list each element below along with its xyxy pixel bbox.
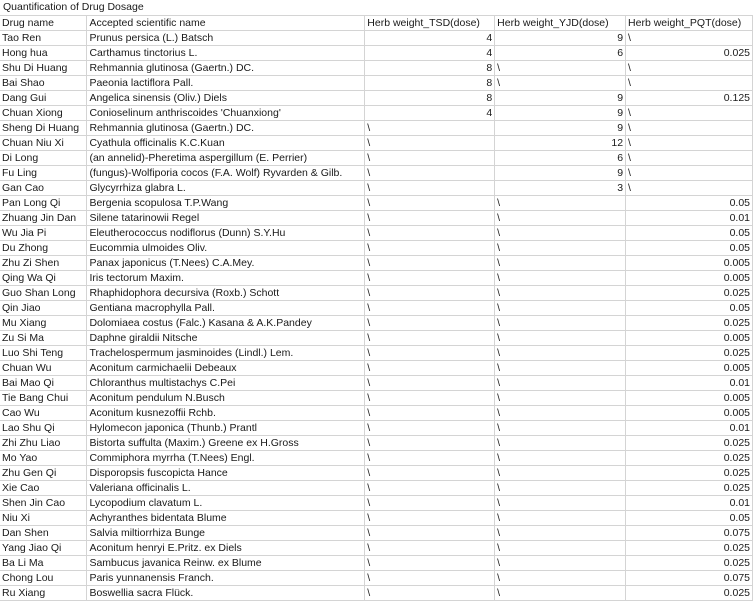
header-yjd-dose[interactable]: Herb weight_YJD(dose): [495, 16, 626, 31]
table-row: [0, 451, 753, 466]
drug-name-cell[interactable]: Chuan Niu Xi: [0, 136, 87, 151]
table-row: [0, 31, 753, 46]
scientific-name-cell[interactable]: Valeriana officinalis L.: [87, 481, 365, 496]
tsd-dose-cell[interactable]: \: [365, 181, 495, 196]
yjd-dose-cell[interactable]: \: [495, 256, 626, 271]
scientific-name-cell[interactable]: Aconitum carmichaelii Debeaux: [87, 361, 365, 376]
yjd-dose-cell[interactable]: \: [495, 241, 626, 256]
yjd-dose-cell[interactable]: \: [495, 571, 626, 586]
yjd-dose-cell[interactable]: \: [495, 301, 626, 316]
drug-name-cell[interactable]: Xie Cao: [0, 481, 87, 496]
scientific-name-cell[interactable]: Bergenia scopulosa T.P.Wang: [87, 196, 365, 211]
pqt-dose-cell[interactable]: 0.01: [626, 421, 753, 436]
pqt-dose-cell[interactable]: 0.025: [626, 556, 753, 571]
header-drug-name[interactable]: Drug name: [0, 16, 87, 31]
drug-name-cell[interactable]: Shen Jin Cao: [0, 496, 87, 511]
tsd-dose-cell[interactable]: \: [365, 166, 495, 181]
scientific-name-cell[interactable]: Daphne giraldii Nitsche: [87, 331, 365, 346]
scientific-name-cell[interactable]: Commiphora myrrha (T.Nees) Engl.: [87, 451, 365, 466]
drug-name-cell[interactable]: Cao Wu: [0, 406, 87, 421]
pqt-dose-cell[interactable]: 0.075: [626, 526, 753, 541]
table-body: [0, 16, 753, 601]
scientific-name-cell[interactable]: Disporopsis fuscopicta Hance: [87, 466, 365, 481]
drug-name-cell[interactable]: Di Long: [0, 151, 87, 166]
tsd-dose-cell[interactable]: \: [365, 121, 495, 136]
pqt-dose-cell[interactable]: 0.005: [626, 271, 753, 286]
table-row: [0, 271, 753, 286]
scientific-name-cell[interactable]: Rehmannia glutinosa (Gaertn.) DC.: [87, 121, 365, 136]
table-row: [0, 301, 753, 316]
tsd-dose-cell[interactable]: \: [365, 331, 495, 346]
pqt-dose-cell[interactable]: 0.05: [626, 511, 753, 526]
pqt-dose-cell[interactable]: 0.005: [626, 391, 753, 406]
yjd-dose-cell[interactable]: \: [495, 346, 626, 361]
tsd-dose-cell[interactable]: \: [365, 571, 495, 586]
drug-name-cell[interactable]: Chuan Xiong: [0, 106, 87, 121]
table-row: [0, 196, 753, 211]
scientific-name-cell[interactable]: Silene tatarinowii Regel: [87, 211, 365, 226]
pqt-dose-cell[interactable]: 0.025: [626, 481, 753, 496]
scientific-name-cell[interactable]: (fungus)-Wolfiporia cocos (F.A. Wolf) Ryvarden & Gilb.: [87, 166, 365, 181]
tsd-dose-cell[interactable]: \: [365, 391, 495, 406]
scientific-name-cell[interactable]: Paeonia lactiflora Pall.: [87, 76, 365, 91]
yjd-dose-cell[interactable]: \: [495, 421, 626, 436]
table-row: [0, 511, 753, 526]
tsd-dose-cell[interactable]: 8: [365, 61, 495, 76]
table-row: [0, 241, 753, 256]
table-row: [0, 421, 753, 436]
drug-name-cell[interactable]: Fu Ling: [0, 166, 87, 181]
yjd-dose-cell[interactable]: 12: [495, 136, 626, 151]
pqt-dose-cell[interactable]: \: [626, 31, 753, 46]
table-row: [0, 136, 753, 151]
tsd-dose-cell[interactable]: \: [365, 481, 495, 496]
table-row: [0, 541, 753, 556]
yjd-dose-cell[interactable]: \: [495, 496, 626, 511]
tsd-dose-cell[interactable]: 4: [365, 106, 495, 121]
pqt-dose-cell[interactable]: 0.025: [626, 451, 753, 466]
tsd-dose-cell[interactable]: 8: [365, 91, 495, 106]
header-row: [0, 16, 753, 31]
table-row: [0, 481, 753, 496]
drug-name-cell[interactable]: Zhu Zi Shen: [0, 256, 87, 271]
pqt-dose-cell[interactable]: 0.01: [626, 211, 753, 226]
yjd-dose-cell[interactable]: \: [495, 376, 626, 391]
scientific-name-cell[interactable]: Trachelospermum jasminoides (Lindl.) Lem.: [87, 346, 365, 361]
yjd-dose-cell[interactable]: \: [495, 436, 626, 451]
scientific-name-cell[interactable]: Gentiana macrophylla Pall.: [87, 301, 365, 316]
pqt-dose-cell[interactable]: 0.025: [626, 586, 753, 601]
pqt-dose-cell[interactable]: 0.05: [626, 196, 753, 211]
table-row: [0, 121, 753, 136]
scientific-name-cell[interactable]: Eucommia ulmoides Oliv.: [87, 241, 365, 256]
pqt-dose-cell[interactable]: \: [626, 61, 753, 76]
scientific-name-cell[interactable]: Chloranthus multistachys C.Pei: [87, 376, 365, 391]
tsd-dose-cell[interactable]: \: [365, 511, 495, 526]
yjd-dose-cell[interactable]: 6: [495, 46, 626, 61]
scientific-name-cell[interactable]: Rehmannia glutinosa (Gaertn.) DC.: [87, 61, 365, 76]
tsd-dose-cell[interactable]: \: [365, 556, 495, 571]
pqt-dose-cell[interactable]: \: [626, 166, 753, 181]
table-row: [0, 436, 753, 451]
drug-name-cell[interactable]: Zhi Zhu Liao: [0, 436, 87, 451]
pqt-dose-cell[interactable]: 0.005: [626, 331, 753, 346]
pqt-dose-cell[interactable]: 0.005: [626, 256, 753, 271]
scientific-name-cell[interactable]: Aconitum pendulum N.Busch: [87, 391, 365, 406]
tsd-dose-cell[interactable]: \: [365, 541, 495, 556]
drug-name-cell[interactable]: Du Zhong: [0, 241, 87, 256]
tsd-dose-cell[interactable]: \: [365, 316, 495, 331]
drug-name-cell[interactable]: Shu Di Huang: [0, 61, 87, 76]
scientific-name-cell[interactable]: Iris tectorum Maxim.: [87, 271, 365, 286]
tsd-dose-cell[interactable]: \: [365, 196, 495, 211]
yjd-dose-cell[interactable]: \: [495, 331, 626, 346]
pqt-dose-cell[interactable]: \: [626, 136, 753, 151]
tsd-dose-cell[interactable]: \: [365, 361, 495, 376]
tsd-dose-cell[interactable]: \: [365, 466, 495, 481]
tsd-dose-cell[interactable]: \: [365, 271, 495, 286]
scientific-name-cell[interactable]: Paris yunnanensis Franch.: [87, 571, 365, 586]
drug-name-cell[interactable]: Dan Shen: [0, 526, 87, 541]
drug-name-cell[interactable]: Bai Mao Qi: [0, 376, 87, 391]
drug-name-cell[interactable]: Yang Jiao Qi: [0, 541, 87, 556]
pqt-dose-cell[interactable]: 0.075: [626, 571, 753, 586]
table-row: [0, 286, 753, 301]
yjd-dose-cell[interactable]: \: [495, 316, 626, 331]
table-row: [0, 331, 753, 346]
table-row: [0, 106, 753, 121]
pqt-dose-cell[interactable]: 0.025: [626, 436, 753, 451]
yjd-dose-cell[interactable]: \: [495, 526, 626, 541]
pqt-dose-cell[interactable]: 0.025: [626, 316, 753, 331]
scientific-name-cell[interactable]: Boswellia sacra Flück.: [87, 586, 365, 601]
tsd-dose-cell[interactable]: \: [365, 151, 495, 166]
yjd-dose-cell[interactable]: \: [495, 466, 626, 481]
pqt-dose-cell[interactable]: \: [626, 106, 753, 121]
table-row: [0, 61, 753, 76]
drug-name-cell[interactable]: Tie Bang Chui: [0, 391, 87, 406]
pqt-dose-cell[interactable]: 0.025: [626, 46, 753, 61]
table-row: [0, 166, 753, 181]
scientific-name-cell[interactable]: Conioselinum anthriscoides 'Chuanxiong': [87, 106, 365, 121]
table-row: [0, 526, 753, 541]
tsd-dose-cell[interactable]: \: [365, 301, 495, 316]
scientific-name-cell[interactable]: Panax japonicus (T.Nees) C.A.Mey.: [87, 256, 365, 271]
drug-name-cell[interactable]: Gan Cao: [0, 181, 87, 196]
drug-name-cell[interactable]: Mo Yao: [0, 451, 87, 466]
yjd-dose-cell[interactable]: \: [495, 76, 626, 91]
table-row: [0, 361, 753, 376]
drug-name-cell[interactable]: Hong hua: [0, 46, 87, 61]
yjd-dose-cell[interactable]: 9: [495, 121, 626, 136]
yjd-dose-cell[interactable]: 9: [495, 106, 626, 121]
header-tsd-dose[interactable]: Herb weight_TSD(dose): [365, 16, 495, 31]
pqt-dose-cell[interactable]: 0.01: [626, 496, 753, 511]
drug-name-cell[interactable]: Qin Jiao: [0, 301, 87, 316]
tsd-dose-cell[interactable]: \: [365, 241, 495, 256]
pqt-dose-cell[interactable]: 0.005: [626, 406, 753, 421]
table-row: [0, 376, 753, 391]
scientific-name-cell[interactable]: Lycopodium clavatum L.: [87, 496, 365, 511]
tsd-dose-cell[interactable]: \: [365, 496, 495, 511]
scientific-name-cell[interactable]: Dolomiaea costus (Falc.) Kasana & A.K.Pandey: [87, 316, 365, 331]
yjd-dose-cell[interactable]: \: [495, 451, 626, 466]
drug-name-cell[interactable]: Zu Si Ma: [0, 331, 87, 346]
pqt-dose-cell[interactable]: 0.005: [626, 361, 753, 376]
scientific-name-cell[interactable]: Sambucus javanica Reinw. ex Blume: [87, 556, 365, 571]
drug-name-cell[interactable]: Chong Lou: [0, 571, 87, 586]
drug-name-cell[interactable]: Sheng Di Huang: [0, 121, 87, 136]
scientific-name-cell[interactable]: Aconitum kusnezoffii Rchb.: [87, 406, 365, 421]
table-row: [0, 46, 753, 61]
tsd-dose-cell[interactable]: \: [365, 376, 495, 391]
yjd-dose-cell[interactable]: \: [495, 226, 626, 241]
yjd-dose-cell[interactable]: \: [495, 286, 626, 301]
pqt-dose-cell[interactable]: 0.025: [626, 346, 753, 361]
pqt-dose-cell[interactable]: 0.025: [626, 541, 753, 556]
tsd-dose-cell[interactable]: \: [365, 406, 495, 421]
yjd-dose-cell[interactable]: 9: [495, 31, 626, 46]
yjd-dose-cell[interactable]: \: [495, 196, 626, 211]
pqt-dose-cell[interactable]: 0.01: [626, 376, 753, 391]
sheet-title-cell[interactable]: Quantification of Drug Dosage: [3, 1, 144, 13]
drug-name-cell[interactable]: Tao Ren: [0, 31, 87, 46]
drug-name-cell[interactable]: Pan Long Qi: [0, 196, 87, 211]
tsd-dose-cell[interactable]: 4: [365, 31, 495, 46]
yjd-dose-cell[interactable]: \: [495, 391, 626, 406]
table-row: [0, 466, 753, 481]
scientific-name-cell[interactable]: Angelica sinensis (Oliv.) Diels: [87, 91, 365, 106]
tsd-dose-cell[interactable]: \: [365, 256, 495, 271]
table-row: [0, 256, 753, 271]
tsd-dose-cell[interactable]: \: [365, 451, 495, 466]
table-row: [0, 571, 753, 586]
tsd-dose-cell[interactable]: \: [365, 211, 495, 226]
yjd-dose-cell[interactable]: 3: [495, 181, 626, 196]
scientific-name-cell[interactable]: Bistorta suffulta (Maxim.) Greene ex H.Gross: [87, 436, 365, 451]
pqt-dose-cell[interactable]: \: [626, 76, 753, 91]
scientific-name-cell[interactable]: (an annelid)-Pheretima aspergillum (E. Perrier): [87, 151, 365, 166]
pqt-dose-cell[interactable]: 0.05: [626, 241, 753, 256]
drug-name-cell[interactable]: Zhuang Jin Dan: [0, 211, 87, 226]
header-pqt-dose[interactable]: Herb weight_PQT(dose): [626, 16, 753, 31]
tsd-dose-cell[interactable]: \: [365, 421, 495, 436]
drug-name-cell[interactable]: Luo Shi Teng: [0, 346, 87, 361]
pqt-dose-cell[interactable]: 0.05: [626, 226, 753, 241]
pqt-dose-cell[interactable]: \: [626, 151, 753, 166]
pqt-dose-cell[interactable]: \: [626, 121, 753, 136]
drug-name-cell[interactable]: Mu Xiang: [0, 316, 87, 331]
drug-name-cell[interactable]: Zhu Gen Qi: [0, 466, 87, 481]
scientific-name-cell[interactable]: Aconitum henryi E.Pritz. ex Diels: [87, 541, 365, 556]
tsd-dose-cell[interactable]: 4: [365, 46, 495, 61]
table-row: [0, 586, 753, 601]
table-row: [0, 316, 753, 331]
yjd-dose-cell[interactable]: \: [495, 511, 626, 526]
pqt-dose-cell[interactable]: \: [626, 181, 753, 196]
dosage-table: [0, 15, 753, 601]
table-row: [0, 181, 753, 196]
drug-name-cell[interactable]: Niu Xi: [0, 511, 87, 526]
table-row: [0, 91, 753, 106]
table-row: [0, 211, 753, 226]
tsd-dose-cell[interactable]: \: [365, 346, 495, 361]
drug-name-cell[interactable]: Dang Gui: [0, 91, 87, 106]
scientific-name-cell[interactable]: Hylomecon japonica (Thunb.) Prantl: [87, 421, 365, 436]
header-scientific-name[interactable]: Accepted scientific name: [87, 16, 365, 31]
table-row: [0, 226, 753, 241]
drug-name-cell[interactable]: Chuan Wu: [0, 361, 87, 376]
drug-name-cell[interactable]: Qing Wa Qi: [0, 271, 87, 286]
drug-name-cell[interactable]: Ru Xiang: [0, 586, 87, 601]
table-row: [0, 346, 753, 361]
pqt-dose-cell[interactable]: 0.025: [626, 286, 753, 301]
scientific-name-cell[interactable]: Salvia miltiorrhiza Bunge: [87, 526, 365, 541]
table-row: [0, 556, 753, 571]
table-row: [0, 406, 753, 421]
tsd-dose-cell[interactable]: \: [365, 436, 495, 451]
yjd-dose-cell[interactable]: \: [495, 361, 626, 376]
drug-name-cell[interactable]: Ba Li Ma: [0, 556, 87, 571]
yjd-dose-cell[interactable]: \: [495, 211, 626, 226]
drug-name-cell[interactable]: Wu Jia Pi: [0, 226, 87, 241]
drug-name-cell[interactable]: Guo Shan Long: [0, 286, 87, 301]
scientific-name-cell[interactable]: Carthamus tinctorius L.: [87, 46, 365, 61]
tsd-dose-cell[interactable]: \: [365, 286, 495, 301]
yjd-dose-cell[interactable]: \: [495, 406, 626, 421]
table-row: [0, 151, 753, 166]
table-row: [0, 391, 753, 406]
pqt-dose-cell[interactable]: 0.025: [626, 466, 753, 481]
pqt-dose-cell[interactable]: 0.125: [626, 91, 753, 106]
tsd-dose-cell[interactable]: \: [365, 226, 495, 241]
yjd-dose-cell[interactable]: \: [495, 61, 626, 76]
yjd-dose-cell[interactable]: \: [495, 586, 626, 601]
yjd-dose-cell[interactable]: 6: [495, 151, 626, 166]
yjd-dose-cell[interactable]: 9: [495, 91, 626, 106]
drug-name-cell[interactable]: Lao Shu Qi: [0, 421, 87, 436]
yjd-dose-cell[interactable]: \: [495, 541, 626, 556]
scientific-name-cell[interactable]: Prunus persica (L.) Batsch: [87, 31, 365, 46]
scientific-name-cell[interactable]: Cyathula officinalis K.C.Kuan: [87, 136, 365, 151]
tsd-dose-cell[interactable]: 8: [365, 76, 495, 91]
scientific-name-cell[interactable]: Glycyrrhiza glabra L.: [87, 181, 365, 196]
yjd-dose-cell[interactable]: 9: [495, 166, 626, 181]
scientific-name-cell[interactable]: Eleutherococcus nodiflorus (Dunn) S.Y.Hu: [87, 226, 365, 241]
yjd-dose-cell[interactable]: \: [495, 481, 626, 496]
tsd-dose-cell[interactable]: \: [365, 136, 495, 151]
yjd-dose-cell[interactable]: \: [495, 271, 626, 286]
tsd-dose-cell[interactable]: \: [365, 586, 495, 601]
table-row: [0, 76, 753, 91]
scientific-name-cell[interactable]: Achyranthes bidentata Blume: [87, 511, 365, 526]
pqt-dose-cell[interactable]: 0.05: [626, 301, 753, 316]
scientific-name-cell[interactable]: Rhaphidophora decursiva (Roxb.) Schott: [87, 286, 365, 301]
yjd-dose-cell[interactable]: \: [495, 556, 626, 571]
table-row: [0, 496, 753, 511]
drug-name-cell[interactable]: Bai Shao: [0, 76, 87, 91]
tsd-dose-cell[interactable]: \: [365, 526, 495, 541]
